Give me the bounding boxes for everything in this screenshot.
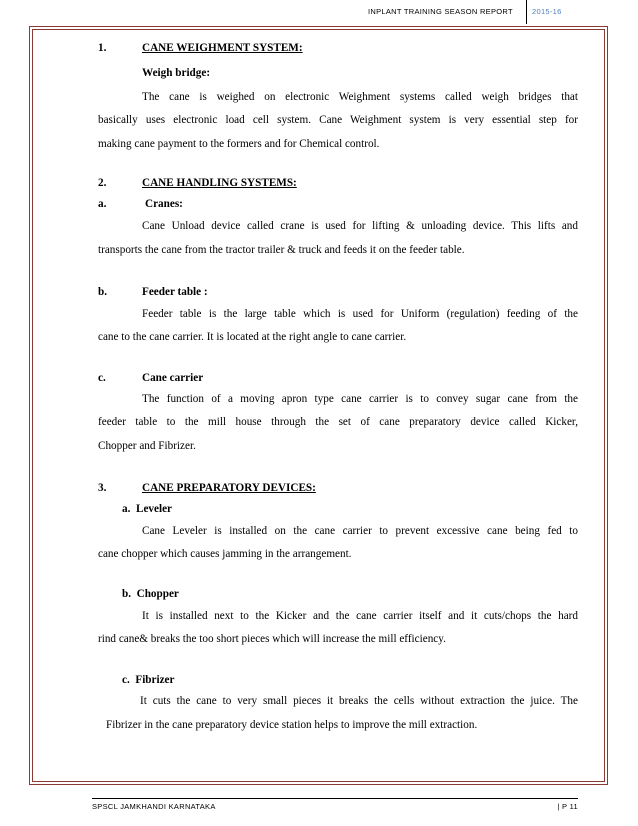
section-2a-line-1: Cane Unload device called crane is used for lifting & unloading device. This lifts and bbox=[142, 220, 578, 232]
section-3c-line-1: It cuts the cane to very small pieces it breaks the cells without extraction the juice. The bbox=[140, 695, 578, 707]
header-title: INPLANT TRAINING SEASON REPORT bbox=[368, 7, 513, 16]
footer-page-number: | P 11 bbox=[557, 802, 578, 811]
section-2a-line-2: transports the cane from the tractor trailer & truck and feeds it on the feeder table. bbox=[98, 244, 465, 256]
footer-rule bbox=[92, 798, 578, 799]
section-2c-line-2: feeder table to the mill house through the set of cane preparatory device called Kicker, bbox=[98, 416, 578, 428]
section-3b-line-2: rind cane& breaks the too short pieces which will increase the mill efficiency. bbox=[98, 633, 446, 645]
section-2c-title: Cane carrier bbox=[142, 372, 204, 384]
section-2c-letter: c. bbox=[98, 372, 106, 384]
section-1-line-2: basically uses electronic load cell system. Cane Weighment system is very essential step for bbox=[98, 114, 578, 126]
section-2-number: 2. bbox=[98, 177, 107, 189]
section-2-title: CANE HANDLING SYSTEMS: bbox=[142, 177, 297, 189]
section-1-line-1: The cane is weighed on electronic Weighment systems called weigh bridges that bbox=[142, 91, 578, 103]
section-3b-title: b. Chopper bbox=[122, 588, 179, 600]
header-year: 2015-16 bbox=[532, 7, 562, 16]
section-2a-title: Cranes: bbox=[145, 198, 183, 210]
section-2c-line-3: Chopper and Fibrizer. bbox=[98, 440, 196, 452]
section-2a-letter: a. bbox=[98, 198, 107, 210]
section-2c-line-1: The function of a moving apron type cane carrier is to convey sugar cane from the bbox=[142, 393, 578, 405]
section-2b-title: Feeder table : bbox=[142, 286, 208, 298]
header-separator bbox=[526, 0, 527, 24]
section-1-subtitle: Weigh bridge: bbox=[142, 67, 211, 79]
section-3-number: 3. bbox=[98, 482, 107, 494]
section-3a-title: a. Leveler bbox=[122, 503, 173, 515]
section-1-title: CANE WEIGHMENT SYSTEM: bbox=[142, 42, 303, 54]
section-3-title: CANE PREPARATORY DEVICES: bbox=[142, 482, 316, 494]
section-2b-line-1: Feeder table is the large table which is used for Uniform (regulation) feeding of the bbox=[142, 308, 578, 320]
section-3a-line-2: cane chopper which causes jamming in the arrangement. bbox=[98, 548, 352, 560]
section-3a-line-1: Cane Leveler is installed on the cane carrier to prevent excessive cane being fed to bbox=[142, 525, 578, 537]
section-3c-line-2: Fibrizer in the cane preparatory device station helps to improve the mill extraction. bbox=[106, 719, 478, 731]
section-2b-letter: b. bbox=[98, 286, 108, 298]
section-2b-line-2: cane to the cane carrier. It is located at the right angle to cane carrier. bbox=[98, 331, 407, 343]
section-3b-line-1: It is installed next to the Kicker and the cane carrier itself and it cuts/chops the hard bbox=[142, 610, 578, 622]
section-1-number: 1. bbox=[98, 42, 107, 54]
section-3c-title: c. Fibrizer bbox=[122, 674, 175, 686]
footer-organization: SPSCL JAMKHANDI KARNATAKA bbox=[92, 802, 216, 811]
section-1-line-3: making cane payment to the formers and for Chemical control. bbox=[98, 138, 380, 150]
